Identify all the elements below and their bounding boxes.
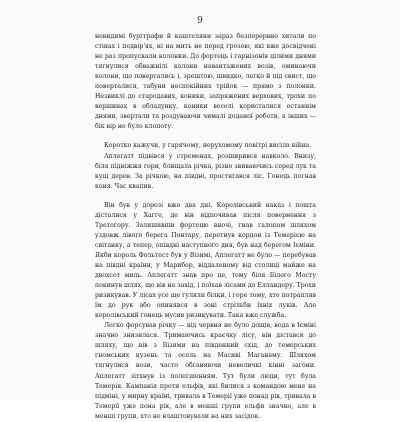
paragraph-3: Аплегатт підвівся у стременах, розширився навколо. Внизу, біля підніжжя гори, блищала річка, різно звиваючись серед лук та кущ дерев. За річкою, на півдні, простягався ліс. Гонець погнав коня. Час квапив.	[95, 152, 316, 190]
paragraph-2: Коротко кажучи, у гарячому, нерухомому повітрі висіла війна.	[104, 142, 312, 150]
page-number: 9	[197, 16, 203, 26]
paragraph-4: Він був у дорозі вже два дні. Королівський наказ і пошта дісталися у Хагге, де він відпочивав після повернення з Третогору. Залишивши фортецю вночі, гнав галопом шляхом уздовж лівого берега Понтару, перетнув кордон із Темерією на світанку, а тепер, опівдні наступного дня, був над берегом Ієміни. Якби король Фольтест був у Візимі, Аплегатт не було — перебував на півдні країни, у Марибор, віддаленому від столиці майже на двохсот миль. Аплегатт знав про це, тому біля Білого Мосту покинув шлях, що вів на захід, і поїхав лісами до Елландеру. Трохи ризикував. У лісах усе ще гуляли білки, і горе тому, хто потрапляв їм до рук або опинявся в зоні стрільби їхніх луків. Але королівський гонець мусив ризикувати. Така вже служба.	[95, 201, 316, 320]
body-text	[95, 32, 316, 422]
paragraph-1: невидимі бургграфи й каштеляни зараз безперервно хитали по стінах і подвір'ях, ні на мить не перед грозою, які вже досвідчені не раз пропускали колонки. До фортець і гарнізонів цілими днями тягнулися обважнілі колони навантажених возів, оминаючи колони, що повертались і, зрештою, швидко, легко й під свист, що поверталися, табуни неспокійних трійок — прямо з полонки. Незвиклі до стародавих, коники, запряжених верхових, трохи по вершинах в обладунку, коники веселі користалися останнім днями, звертали та роздуваючи чималі доданої роботи, а інших — бік вір не було клопоту.	[95, 33, 316, 131]
paragraph-5: Легко форсував річку — від червня не було дощів, вода в Ієміні значно знизилася. Тримаючись краєчку лісу, він дістався до шляху, що вів з Візими на південний схід, до темерських гномських кузень та осель на Масиві Маганаму. Шляхом тягнулися вози, часто обганяючи невеличкі кінні загони. Аплегатт зітхнув із полегшенням. Тут були люди, тут була Темерія. Кампанія проти ельфів, які билися з командою мене на підміні, у мирну країні, тривала в Темерії уже понад рік, тривала в Темерії уже пона рік, але в менші групи ельфи значно, але в менші групи, хто не влаштовували на них засідок.	[95, 322, 316, 420]
